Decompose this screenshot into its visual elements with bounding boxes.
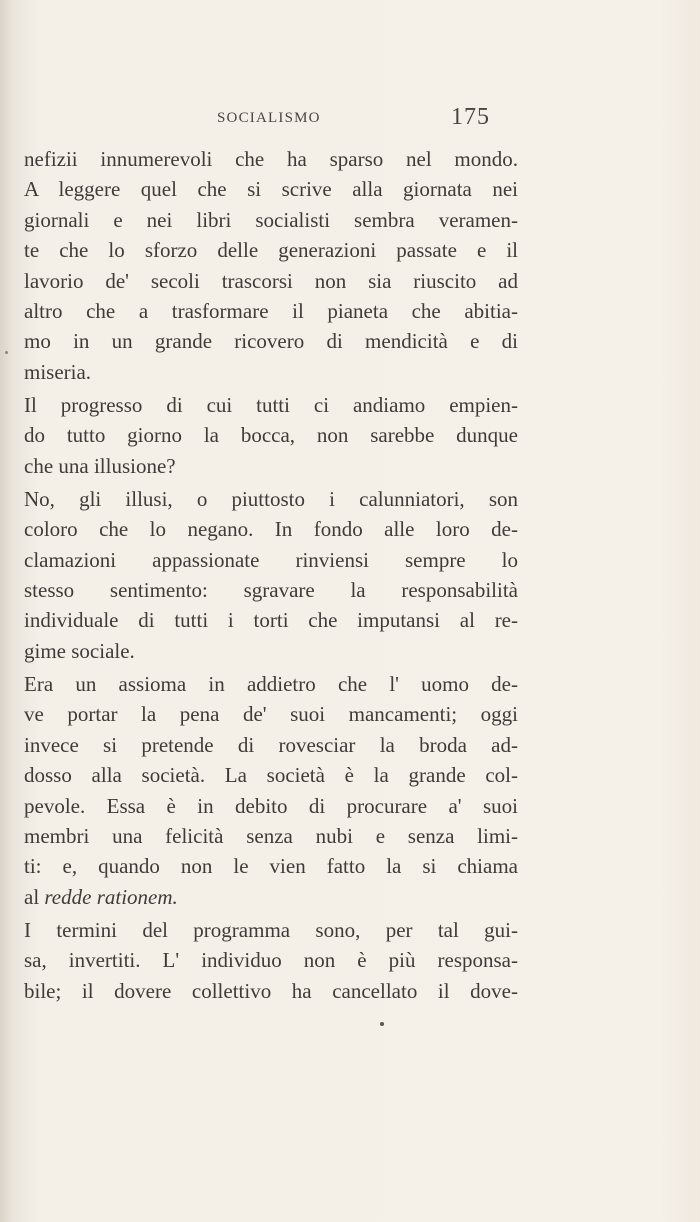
- text-line: do tutto giorno la bocca, non sarebbe dunque: [24, 423, 518, 448]
- text-line: sa, invertiti. L' individuo non è più responsa-: [24, 948, 518, 973]
- text-line: Era un assioma in addietro che l' uomo de-: [24, 672, 518, 697]
- running-title: SOCIALISMO: [217, 110, 321, 126]
- text-line: ti: e, quando non le vien fatto la si chiama: [24, 854, 518, 879]
- text-line: te che lo sforzo delle generazioni passate e il: [24, 238, 518, 263]
- text-line: ve portar la pena de' suoi mancamenti; oggi: [24, 702, 518, 727]
- text-line: altro che a trasformare il pianeta che abitia-: [24, 298, 518, 323]
- body-text: [24, 144, 518, 1006]
- text-line: lavorio de' secoli trascorsi non sia riuscito ad: [24, 268, 518, 293]
- text-line: Il progresso di cui tutti ci andiamo empien-: [24, 392, 518, 417]
- text-line: I termini del programma sono, per tal gui-: [24, 917, 518, 942]
- text-line: gime sociale.: [24, 638, 135, 663]
- text-line: nefizii innumerevoli che ha sparso nel mondo.: [24, 147, 518, 171]
- ink-speck: [380, 1022, 384, 1026]
- text-line: clamazioni appassionate rinviensi sempre lo: [24, 547, 518, 572]
- margin-speck: [5, 351, 8, 354]
- text-line: A leggere quel che si scrive alla giornata nei: [24, 177, 518, 202]
- page-number: 175: [451, 104, 490, 130]
- text-line: pevole. Essa è in debito di procurare a' suoi: [24, 793, 518, 818]
- text-line: individuale di tutti i torti che imputansi al re-: [24, 608, 518, 633]
- text-line: [24, 882, 518, 912]
- text-line: coloro che lo negano. In fondo alle loro de-: [24, 517, 518, 542]
- text-line: membri una felicità senza nubi e senza limi-: [24, 823, 518, 848]
- text-line: invece si pretende di rovesciar la broda ad-: [24, 732, 518, 757]
- text-fragment: al: [24, 884, 40, 909]
- text-line: dosso alla società. La società è la grande col-: [24, 763, 518, 788]
- text-line: mo in un grande ricovero di mendicità e di: [24, 329, 518, 354]
- running-head: [0, 106, 700, 136]
- text-line: bile; il dovere collettivo ha cancellato il dove-: [24, 978, 518, 1003]
- text-line: No, gli illusi, o piuttosto i calunniatori, son: [24, 486, 518, 511]
- italic-phrase: redde rationem.: [44, 884, 178, 909]
- text-line: giornali e nei libri socialisti sembra veramen-: [24, 207, 518, 232]
- text-line: che una illusione?: [24, 453, 176, 478]
- text-line: stesso sentimento: sgravare la responsabilità: [24, 578, 518, 603]
- text-line: miseria.: [24, 359, 92, 384]
